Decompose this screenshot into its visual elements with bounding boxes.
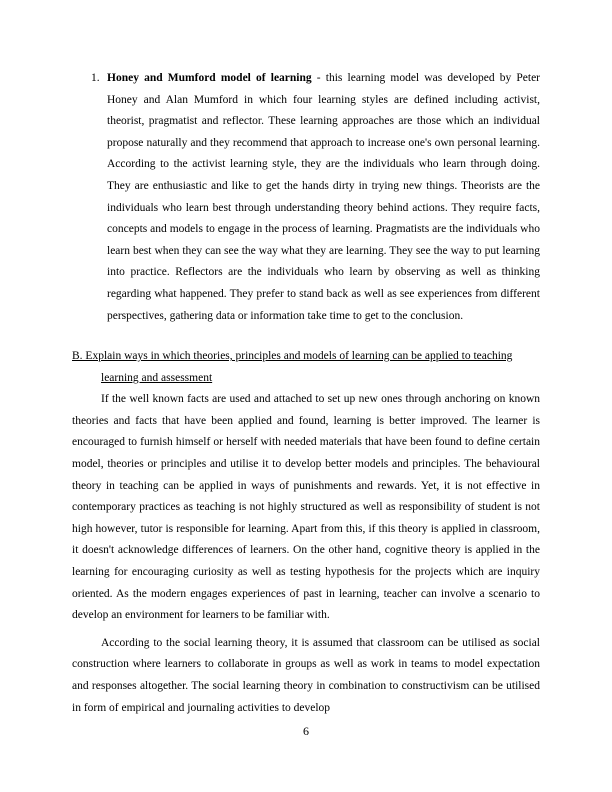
body-paragraph: If the well known facts are used and attached to set up new ones through anchoring on known theories and facts that have been applied and found, learning is better improved. The learner is encouraged to furnish himself or herself with needed materials that have been found to define certain model, theories or principles and utilise it to develop better models and principles. The behavioural theory in teaching can be applied in ways of punishments and rewards. Yet, it is not effective in contemporary practices as teaching is not highly structured as well as responsibility of student is not high however, tutor is responsible for learning. Apart from this, if this theory is applied in classroom, it doesn't acknowledge differences of learners. On the other hand, cognitive theory is applied in the learning for encouraging curiosity as well as testing hypothesis for the projects which are inquiry oriented. As the modern engages experiences of past in learning, teacher can involve a scenario to develop an environment for learners to be familiar with.: [72, 393, 540, 622]
list-item-text: - this learning model was developed by Peter Honey and Alan Mumford in which four learning styles are defined including activist, theorist, pragmatist and reflector. These learning approaches are those which an individual propose naturally and they recommend that approach to increase one's own personal learning. According to the activist learning style, they are the individuals who learn through doing. They are enthusiastic and like to get the hands dirty in trying new things. Theorists are the individuals who learn best through understanding theory behind actions. They require facts, concepts and models to engage in the process of learning. Pragmatists are the individuals who learn best when they can see the way what they are learning. They see the way to put learning into practice. Reflectors are the individuals who learn by observing as well as thinking regarding what happened. They prefer to stand back as well as see experiences from different perspectives, gathering data or information take time to get to the conclusion.: [107, 72, 541, 322]
numbered-list: [72, 68, 540, 327]
section-heading: B. Explain ways in which theories, principles and models of learning can be applied to teaching learning and assessment: [72, 350, 513, 384]
section-b: [72, 346, 540, 719]
list-item: [72, 68, 540, 327]
page-number: 6: [303, 724, 309, 738]
list-item-heading: Honey and Mumford model of learning: [107, 72, 312, 84]
body-paragraph: According to the social learning theory, it is assumed that classroom can be utilised as social construction where learners to collaborate in groups as well as work in teams to model expectation and responses altogether. The social learning theory in combination to constructivism can be utilised in form of empirical and journaling activities to develop: [72, 636, 540, 714]
list-item-number: 1.: [91, 72, 100, 84]
